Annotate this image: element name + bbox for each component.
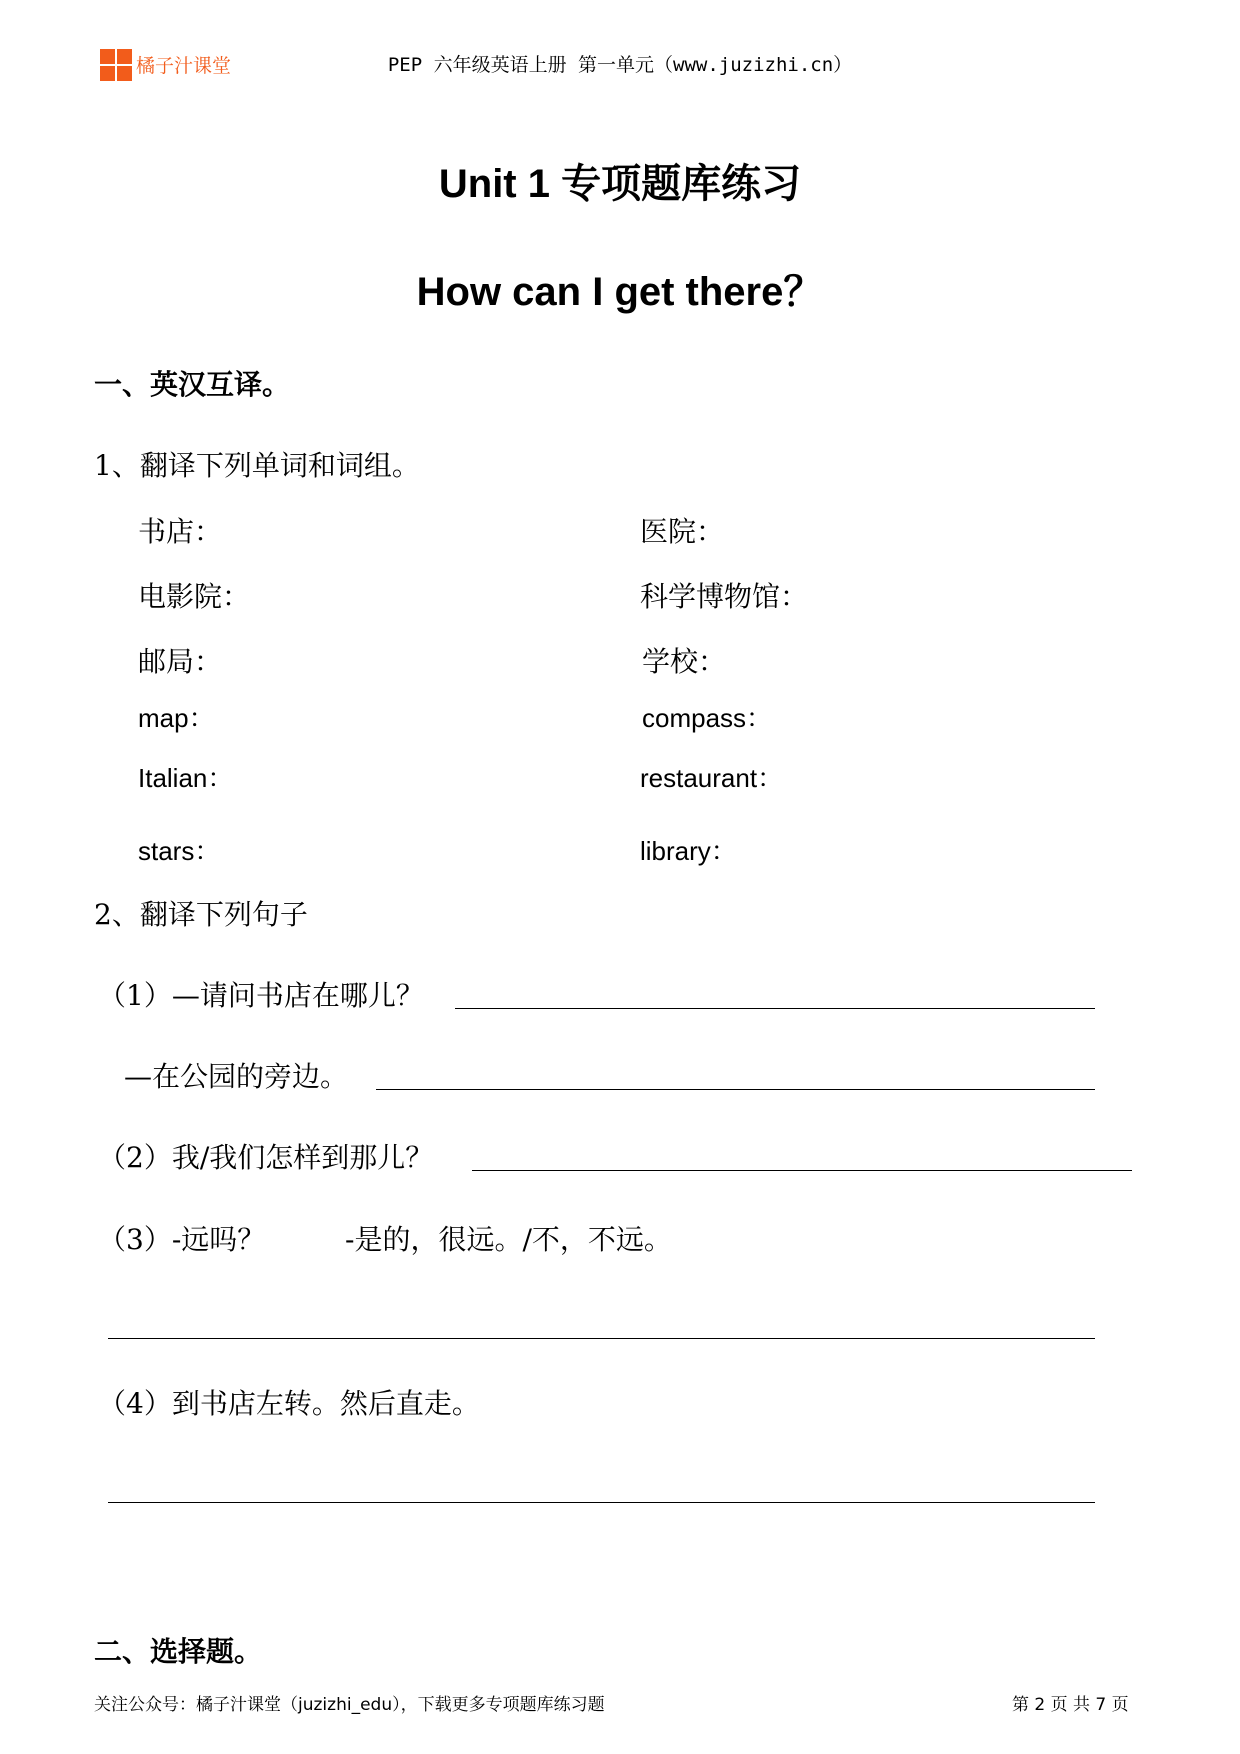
word-item: library： [640, 836, 737, 866]
word-item: compass： [642, 703, 773, 733]
answer-line-3[interactable] [108, 1338, 1095, 1339]
word-item: Italian： [138, 763, 234, 793]
header-title: PEP 六年级英语上册 第一单元（www.juzizhi.cn） [387, 54, 853, 76]
word-item: 学校： [642, 645, 727, 678]
part-1-heading: 1、翻译下列单词和词组。 [94, 449, 420, 482]
question-3: （3）-远吗？ [98, 1223, 266, 1256]
word-item: 书店： [138, 515, 223, 548]
brand-name: 橘子汁课堂 [136, 55, 232, 77]
word-item: stars： [138, 836, 221, 866]
part-2-heading: 2、翻译下列句子 [94, 898, 308, 931]
page-subtitle: How can I get there？ [416, 270, 824, 314]
answer-line-2[interactable] [472, 1170, 1132, 1171]
section-1-heading: 一、英汉互译。 [94, 368, 291, 401]
section-2-heading: 二、选择题。 [94, 1635, 263, 1668]
answer-line-4[interactable] [108, 1502, 1095, 1503]
word-item: map： [138, 703, 215, 733]
page-number: 第 2 页 共 7 页 [1012, 1695, 1129, 1715]
question-1b: —在公园的旁边。 [124, 1060, 349, 1093]
word-item: 邮局： [138, 645, 223, 678]
page-title: Unit 1 专项题库练习 [438, 162, 802, 206]
word-item: 电影院： [138, 580, 251, 613]
question-3-answer-hint: -是的，很远。/不，不远。 [345, 1223, 672, 1256]
answer-line-1a[interactable] [455, 1008, 1095, 1009]
word-item: restaurant： [640, 763, 784, 793]
word-item: 医院： [640, 515, 725, 548]
question-1a: （1）—请问书店在哪儿？ [98, 979, 424, 1012]
footer-note: 关注公众号：橘子汁课堂（juzizhi_edu），下载更多专项题库练习题 [94, 1695, 605, 1715]
question-2: （2）我/我们怎样到那儿？ [98, 1141, 434, 1174]
answer-line-1b[interactable] [376, 1089, 1095, 1090]
question-4: （4）到书店左转。然后直走。 [98, 1387, 480, 1420]
word-item: 科学博物馆： [640, 580, 809, 613]
